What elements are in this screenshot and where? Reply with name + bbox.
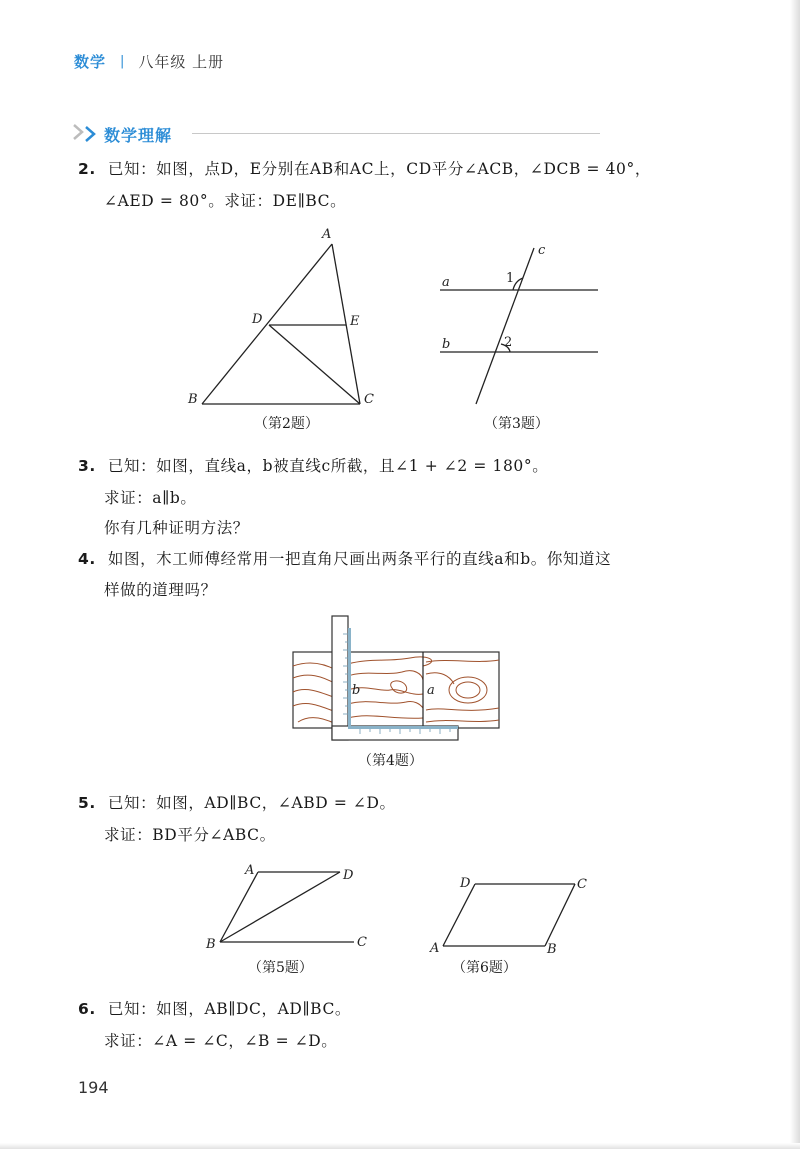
figure-4-caption: （第4题） [358,753,423,769]
problem-number: 6. [78,1000,96,1018]
figure-6 [424,870,600,956]
chevron-right-icon [70,122,102,146]
label-C: C [357,935,367,950]
label-D: D [252,312,263,327]
header-grade: 八年级 上册 [138,52,225,71]
header-subject: 数学 [74,52,107,71]
page-edge-shadow [790,0,800,1149]
label-D: D [460,876,471,891]
figure-5 [200,858,380,954]
problem-text: 已知：如图，AB∥DC，AD∥BC。 [107,1000,352,1018]
label-C: C [577,877,587,892]
problem-number: 2. [78,160,96,178]
figure-3-caption: （第3题） [484,416,549,432]
page-header [74,50,224,72]
figure-2-caption: （第2题） [254,416,319,432]
label-D: D [343,868,354,883]
problem-number: 5. [78,794,96,812]
label-a: a [442,275,450,290]
page-edge-shadow-bottom [0,1143,800,1149]
label-a: a [427,683,435,698]
problem-6-line-2: 求证：∠A = ∠C，∠B = ∠D。 [104,1032,338,1050]
label-angle-1: 1 [506,271,515,286]
page-number: 194 [78,1078,109,1097]
figure-4 [290,614,502,748]
problem-text: 已知：如图，点D，E分别在AB和AC上，CD平分∠ACB，∠DCB = 40°， [107,160,651,178]
label-angle-2: 2 [504,335,513,350]
problem-3-line-1 [78,454,548,476]
label-C: C [364,392,374,407]
problem-text: 如图，木工师傅经常用一把直角尺画出两条平行的直线a和b。你知道这 [107,550,612,568]
problem-5-line-2: 求证：BD平分∠ABC。 [104,826,276,844]
figure-5-caption: （第5题） [248,960,313,976]
problem-5-line-1 [78,791,396,813]
problem-number: 4. [78,550,96,568]
problem-4-line-1 [78,547,611,569]
problem-6-line-1 [78,997,351,1019]
figure-3 [430,240,610,412]
problem-text: 已知：如图，直线a，b被直线c所截，且∠1 + ∠2 = 180°。 [107,457,549,475]
problem-text: 已知：如图，AD∥BC，∠ABD = ∠D。 [107,794,396,812]
label-b: b [352,683,361,698]
label-A: A [430,941,440,956]
label-c: c [538,243,546,258]
problem-3-line-3: 你有几种证明方法？ [104,519,249,537]
label-A: A [245,863,255,878]
section-title: 数学理解 [104,126,173,145]
label-B: B [206,937,216,952]
figure-6-caption: （第6题） [452,960,517,976]
label-E: E [350,314,360,329]
section-heading [70,122,600,146]
problem-2-line-2: ∠AED = 80°。求证：DE∥BC。 [104,192,347,210]
label-B: B [547,942,557,957]
problem-3-line-2: 求证：a∥b。 [104,489,197,507]
section-divider [192,133,600,134]
problem-4-line-2: 样做的道理吗？ [104,581,217,599]
label-A: A [322,227,332,242]
label-B: B [188,392,198,407]
label-b: b [442,337,451,352]
problem-2-line-1 [78,157,651,179]
header-separator: | [120,53,125,69]
figure-2 [180,222,400,414]
problem-number: 3. [78,457,96,475]
